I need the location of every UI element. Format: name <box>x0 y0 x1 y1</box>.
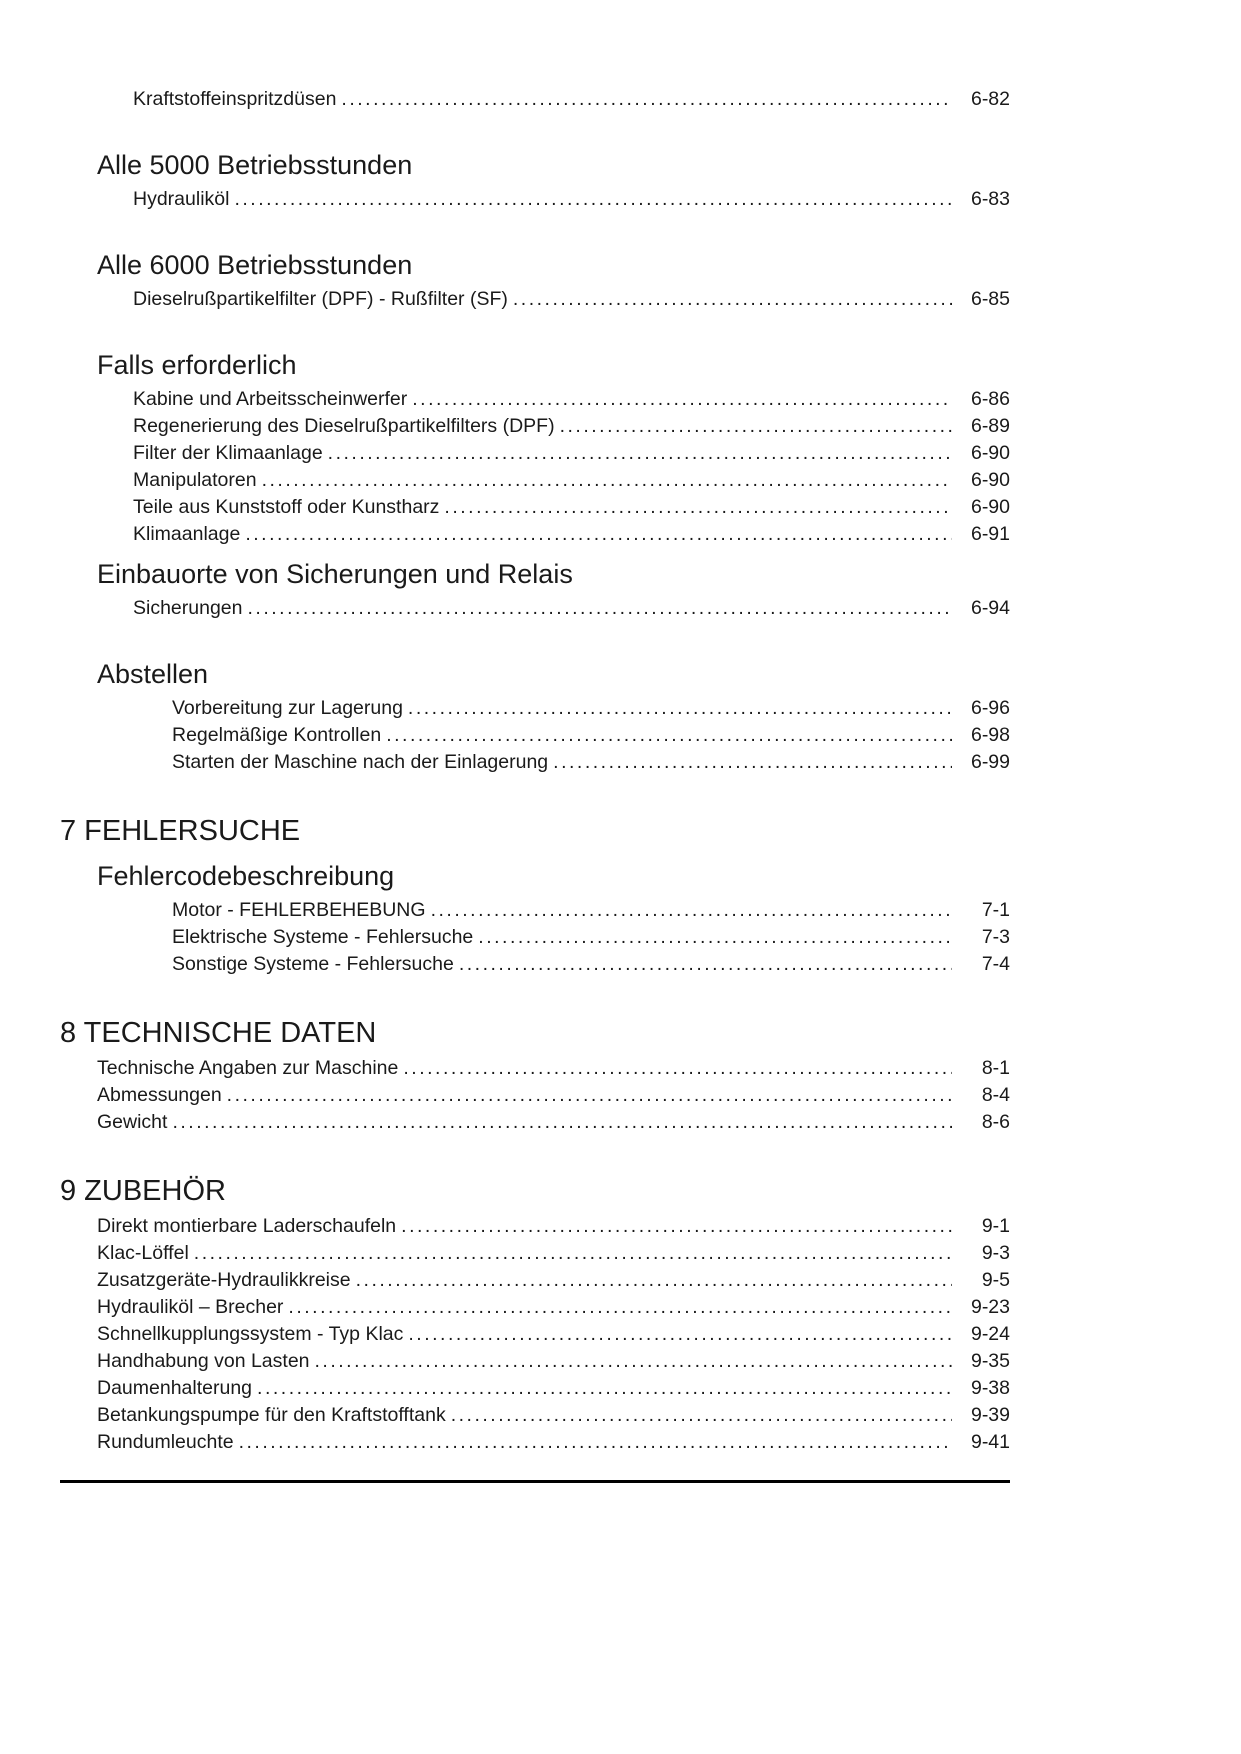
toc-entry-page: 6-89 <box>970 415 1010 437</box>
toc-entry <box>60 440 1010 467</box>
toc-entry <box>60 1429 1010 1456</box>
toc-entry-page: 9-3 <box>981 1242 1010 1264</box>
toc-entry <box>60 722 1010 749</box>
toc-entry-page: 9-35 <box>970 1350 1010 1372</box>
dot-leader <box>341 86 952 113</box>
toc-list <box>60 86 1010 1456</box>
toc-entry-label: Hydrauliköl <box>133 188 230 210</box>
toc-entry-label: Klimaanlage <box>133 523 241 545</box>
dot-leader <box>451 1402 952 1429</box>
toc-entry-page: 9-39 <box>970 1404 1010 1426</box>
toc-entry <box>60 1321 1010 1348</box>
toc-entry-page: 7-1 <box>981 899 1010 921</box>
chapter-heading: 7 FEHLERSUCHE <box>60 815 301 847</box>
dot-leader <box>356 1267 952 1294</box>
dot-leader <box>328 440 952 467</box>
toc-entry-label: Elektrische Systeme - Fehlersuche <box>172 926 474 948</box>
toc-entry-label: Daumenhalterung <box>97 1377 253 1399</box>
toc-entry-label: Kabine und Arbeitsscheinwerfer <box>133 388 408 410</box>
dot-leader <box>412 386 952 413</box>
toc-entry <box>60 186 1010 213</box>
dot-leader <box>478 924 952 951</box>
dot-leader <box>172 1109 952 1136</box>
toc-entry-label: Klac-Löffel <box>97 1242 189 1264</box>
toc-entry-page: 6-90 <box>970 496 1010 518</box>
toc-entry-label: Technische Angaben zur Maschine <box>97 1057 399 1079</box>
dot-leader <box>560 413 952 440</box>
toc-entry <box>60 1294 1010 1321</box>
toc-entry-page: 8-1 <box>981 1057 1010 1079</box>
toc-entry <box>60 1109 1010 1136</box>
toc-entry <box>60 286 1010 313</box>
toc-entry <box>60 749 1010 776</box>
toc-entry-label: Sicherungen <box>133 597 243 619</box>
toc-entry-label: Teile aus Kunststoff oder Kunstharz <box>133 496 440 518</box>
toc-entry <box>60 413 1010 440</box>
dot-leader <box>315 1348 952 1375</box>
dot-leader <box>288 1294 952 1321</box>
toc-entry-label: Kraftstoffeinspritzdüsen <box>133 88 337 110</box>
dot-leader <box>248 595 953 622</box>
toc-entry <box>60 1055 1010 1082</box>
toc-entry-label: Motor - FEHLERBEHEBUNG <box>172 899 426 921</box>
toc-entry-page: 9-24 <box>970 1323 1010 1345</box>
toc-entry-page: 6-86 <box>970 388 1010 410</box>
dot-leader <box>459 951 952 978</box>
section-heading: Einbauorte von Sicherungen und Relais <box>97 559 573 589</box>
toc-entry <box>60 1402 1010 1429</box>
section-heading: Alle 5000 Betriebsstunden <box>97 150 413 180</box>
toc-entry-page: 9-41 <box>970 1431 1010 1453</box>
toc-entry-label: Betankungspumpe für den Kraftstofftank <box>97 1404 446 1426</box>
dot-leader <box>403 1055 952 1082</box>
dot-leader <box>239 1429 952 1456</box>
toc-entry-label: Starten der Maschine nach der Einlagerung <box>172 751 549 773</box>
dot-leader <box>386 722 952 749</box>
toc-entry <box>60 924 1010 951</box>
toc-entry-label: Gewicht <box>97 1111 168 1133</box>
toc-entry-label: Regelmäßige Kontrollen <box>172 724 382 746</box>
toc-entry-label: Rundumleuchte <box>97 1431 234 1453</box>
toc-entry-page: 6-82 <box>970 88 1010 110</box>
dot-leader <box>553 749 952 776</box>
dot-leader <box>257 1375 952 1402</box>
toc-entry <box>60 951 1010 978</box>
toc-entry <box>60 386 1010 413</box>
toc-entry <box>60 86 1010 113</box>
section-heading: Falls erforderlich <box>97 350 297 380</box>
toc-entry-label: Regenerierung des Dieselrußpartikelfilters (DPF) <box>133 415 555 437</box>
toc-entry-label: Handhabung von Lasten <box>97 1350 310 1372</box>
toc-entry-page: 7-4 <box>981 953 1010 975</box>
chapter-heading: 9 ZUBEHÖR <box>60 1175 226 1207</box>
toc-entry-label: Hydrauliköl – Brecher <box>97 1296 284 1318</box>
toc-entry-page: 6-91 <box>970 523 1010 545</box>
dot-leader <box>234 186 952 213</box>
toc-entry <box>60 1082 1010 1109</box>
toc-entry <box>60 897 1010 924</box>
dot-leader <box>245 521 952 548</box>
toc-entry-label: Abmessungen <box>97 1084 222 1106</box>
toc-entry <box>60 1375 1010 1402</box>
toc-entry-page: 6-99 <box>970 751 1010 773</box>
toc-entry-page: 6-90 <box>970 442 1010 464</box>
dot-leader <box>431 897 952 924</box>
toc-entry-label: Vorbereitung zur Lagerung <box>172 697 403 719</box>
dot-leader <box>408 695 952 722</box>
toc-entry <box>60 494 1010 521</box>
section-heading: Fehlercodebeschreibung <box>97 861 395 891</box>
toc-entry <box>60 1240 1010 1267</box>
toc-entry-page: 9-23 <box>970 1296 1010 1318</box>
footer-rule <box>60 1480 1010 1483</box>
dot-leader <box>194 1240 952 1267</box>
toc-entry <box>60 1267 1010 1294</box>
toc-entry <box>60 695 1010 722</box>
toc-entry <box>60 1348 1010 1375</box>
toc-entry-label: Direkt montierbare Laderschaufeln <box>97 1215 397 1237</box>
toc-entry-page: 9-5 <box>981 1269 1010 1291</box>
toc-entry-page: 6-96 <box>970 697 1010 719</box>
dot-leader <box>444 494 952 521</box>
toc-entry-page: 6-83 <box>970 188 1010 210</box>
toc-entry-page: 9-1 <box>981 1215 1010 1237</box>
toc-entry-page: 8-4 <box>981 1084 1010 1106</box>
toc-entry-page: 9-38 <box>970 1377 1010 1399</box>
dot-leader <box>227 1082 952 1109</box>
toc-entry <box>60 467 1010 494</box>
chapter-heading: 8 TECHNISCHE DATEN <box>60 1017 377 1049</box>
toc-entry <box>60 595 1010 622</box>
toc-entry-label: Sonstige Systeme - Fehlersuche <box>172 953 454 975</box>
toc-entry-page: 6-85 <box>970 288 1010 310</box>
toc-entry-page: 8-6 <box>981 1111 1010 1133</box>
toc-entry-page: 6-94 <box>970 597 1010 619</box>
toc-entry <box>60 1213 1010 1240</box>
toc-entry-label: Manipulatoren <box>133 469 257 491</box>
dot-leader <box>262 467 952 494</box>
toc-entry-label: Dieselrußpartikelfilter (DPF) - Rußfilter (SF) <box>133 288 508 310</box>
section-heading: Alle 6000 Betriebsstunden <box>97 250 413 280</box>
toc-entry-page: 7-3 <box>981 926 1010 948</box>
dot-leader <box>513 286 952 313</box>
toc-entry-page: 6-98 <box>970 724 1010 746</box>
toc-entry-label: Zusatzgeräte-Hydraulikkreise <box>97 1269 351 1291</box>
toc-entry-label: Filter der Klimaanlage <box>133 442 323 464</box>
section-heading: Abstellen <box>97 659 209 689</box>
toc-entry-page: 6-90 <box>970 469 1010 491</box>
toc-entry-label: Schnellkupplungssystem - Typ Klac <box>97 1323 404 1345</box>
dot-leader <box>408 1321 952 1348</box>
dot-leader <box>401 1213 952 1240</box>
toc-entry <box>60 521 1010 548</box>
